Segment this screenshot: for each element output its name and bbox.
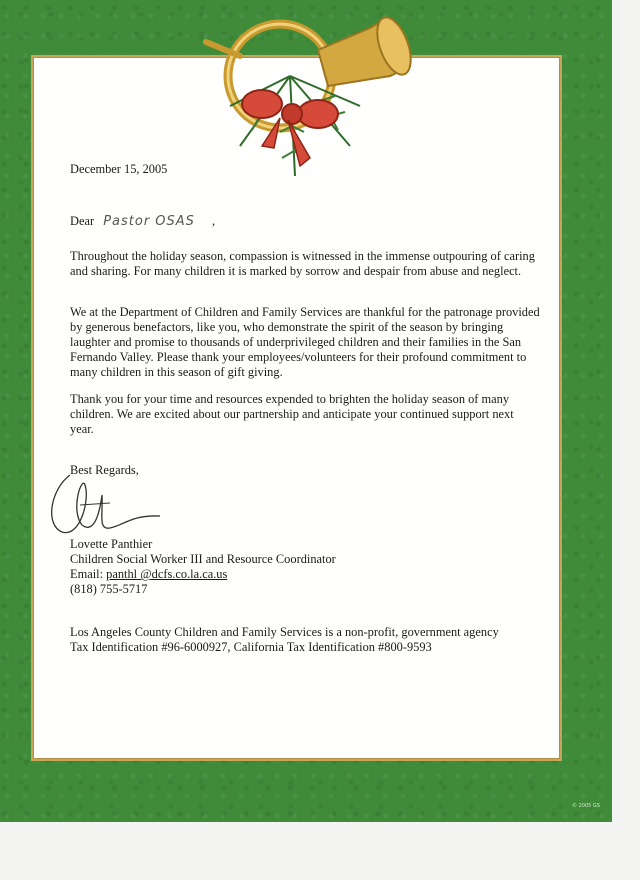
- salutation-line: [70, 214, 215, 229]
- body-paragraph-1: Throughout the holiday season, compassion is witnessed in the immense outpouring of caring and sharing. For many children it is marked by sorrow and despair from abuse and neglect.: [70, 249, 535, 278]
- body-paragraph-3: Thank you for your time and resources expended to brighten the holiday season of many children. We are excited about our partnership and anticipate your continued support next year.: [70, 392, 514, 436]
- handwritten-recipient: Pastor OSAS: [103, 214, 195, 229]
- copyright-mark: © 2005 GS: [572, 803, 600, 809]
- email-link[interactable]: panthl @dcfs.co.la.ca.us: [106, 567, 228, 581]
- salutation: Dear: [70, 214, 95, 228]
- salutation-punctuation: ,: [212, 214, 216, 228]
- holiday-horn-ornament: [200, 6, 420, 188]
- signer-title: Children Social Worker III and Resource Coordinator: [70, 552, 336, 566]
- letter-date: December 15, 2005: [70, 162, 168, 176]
- handwritten-signature: [40, 470, 170, 540]
- closing: Best Regards,: [70, 463, 139, 477]
- signer-name: Lovette Panthier: [70, 537, 153, 551]
- footer-nonprofit-note: Los Angeles County Children and Family Services is a non-profit, government agency: [70, 625, 499, 639]
- footer-tax-ids: Tax Identification #96-6000927, California Tax Identification #800-9593: [70, 640, 432, 654]
- signer-email-line: [70, 567, 227, 582]
- email-label: Email:: [70, 567, 104, 581]
- body-paragraph-2: We at the Department of Children and Family Services are thankful for the patronage provided by generous benefactors, like you, who demonstrate the spirit of the season by bringing laughter and promise to thousands of underprivileged children and their families in the San Fernando Valley. Please thank your employees/volunteers for their profound commitment to many children in this season of gift giving.: [70, 305, 540, 379]
- signer-phone: (818) 755-5717: [70, 582, 148, 596]
- red-bow-icon: [242, 90, 338, 166]
